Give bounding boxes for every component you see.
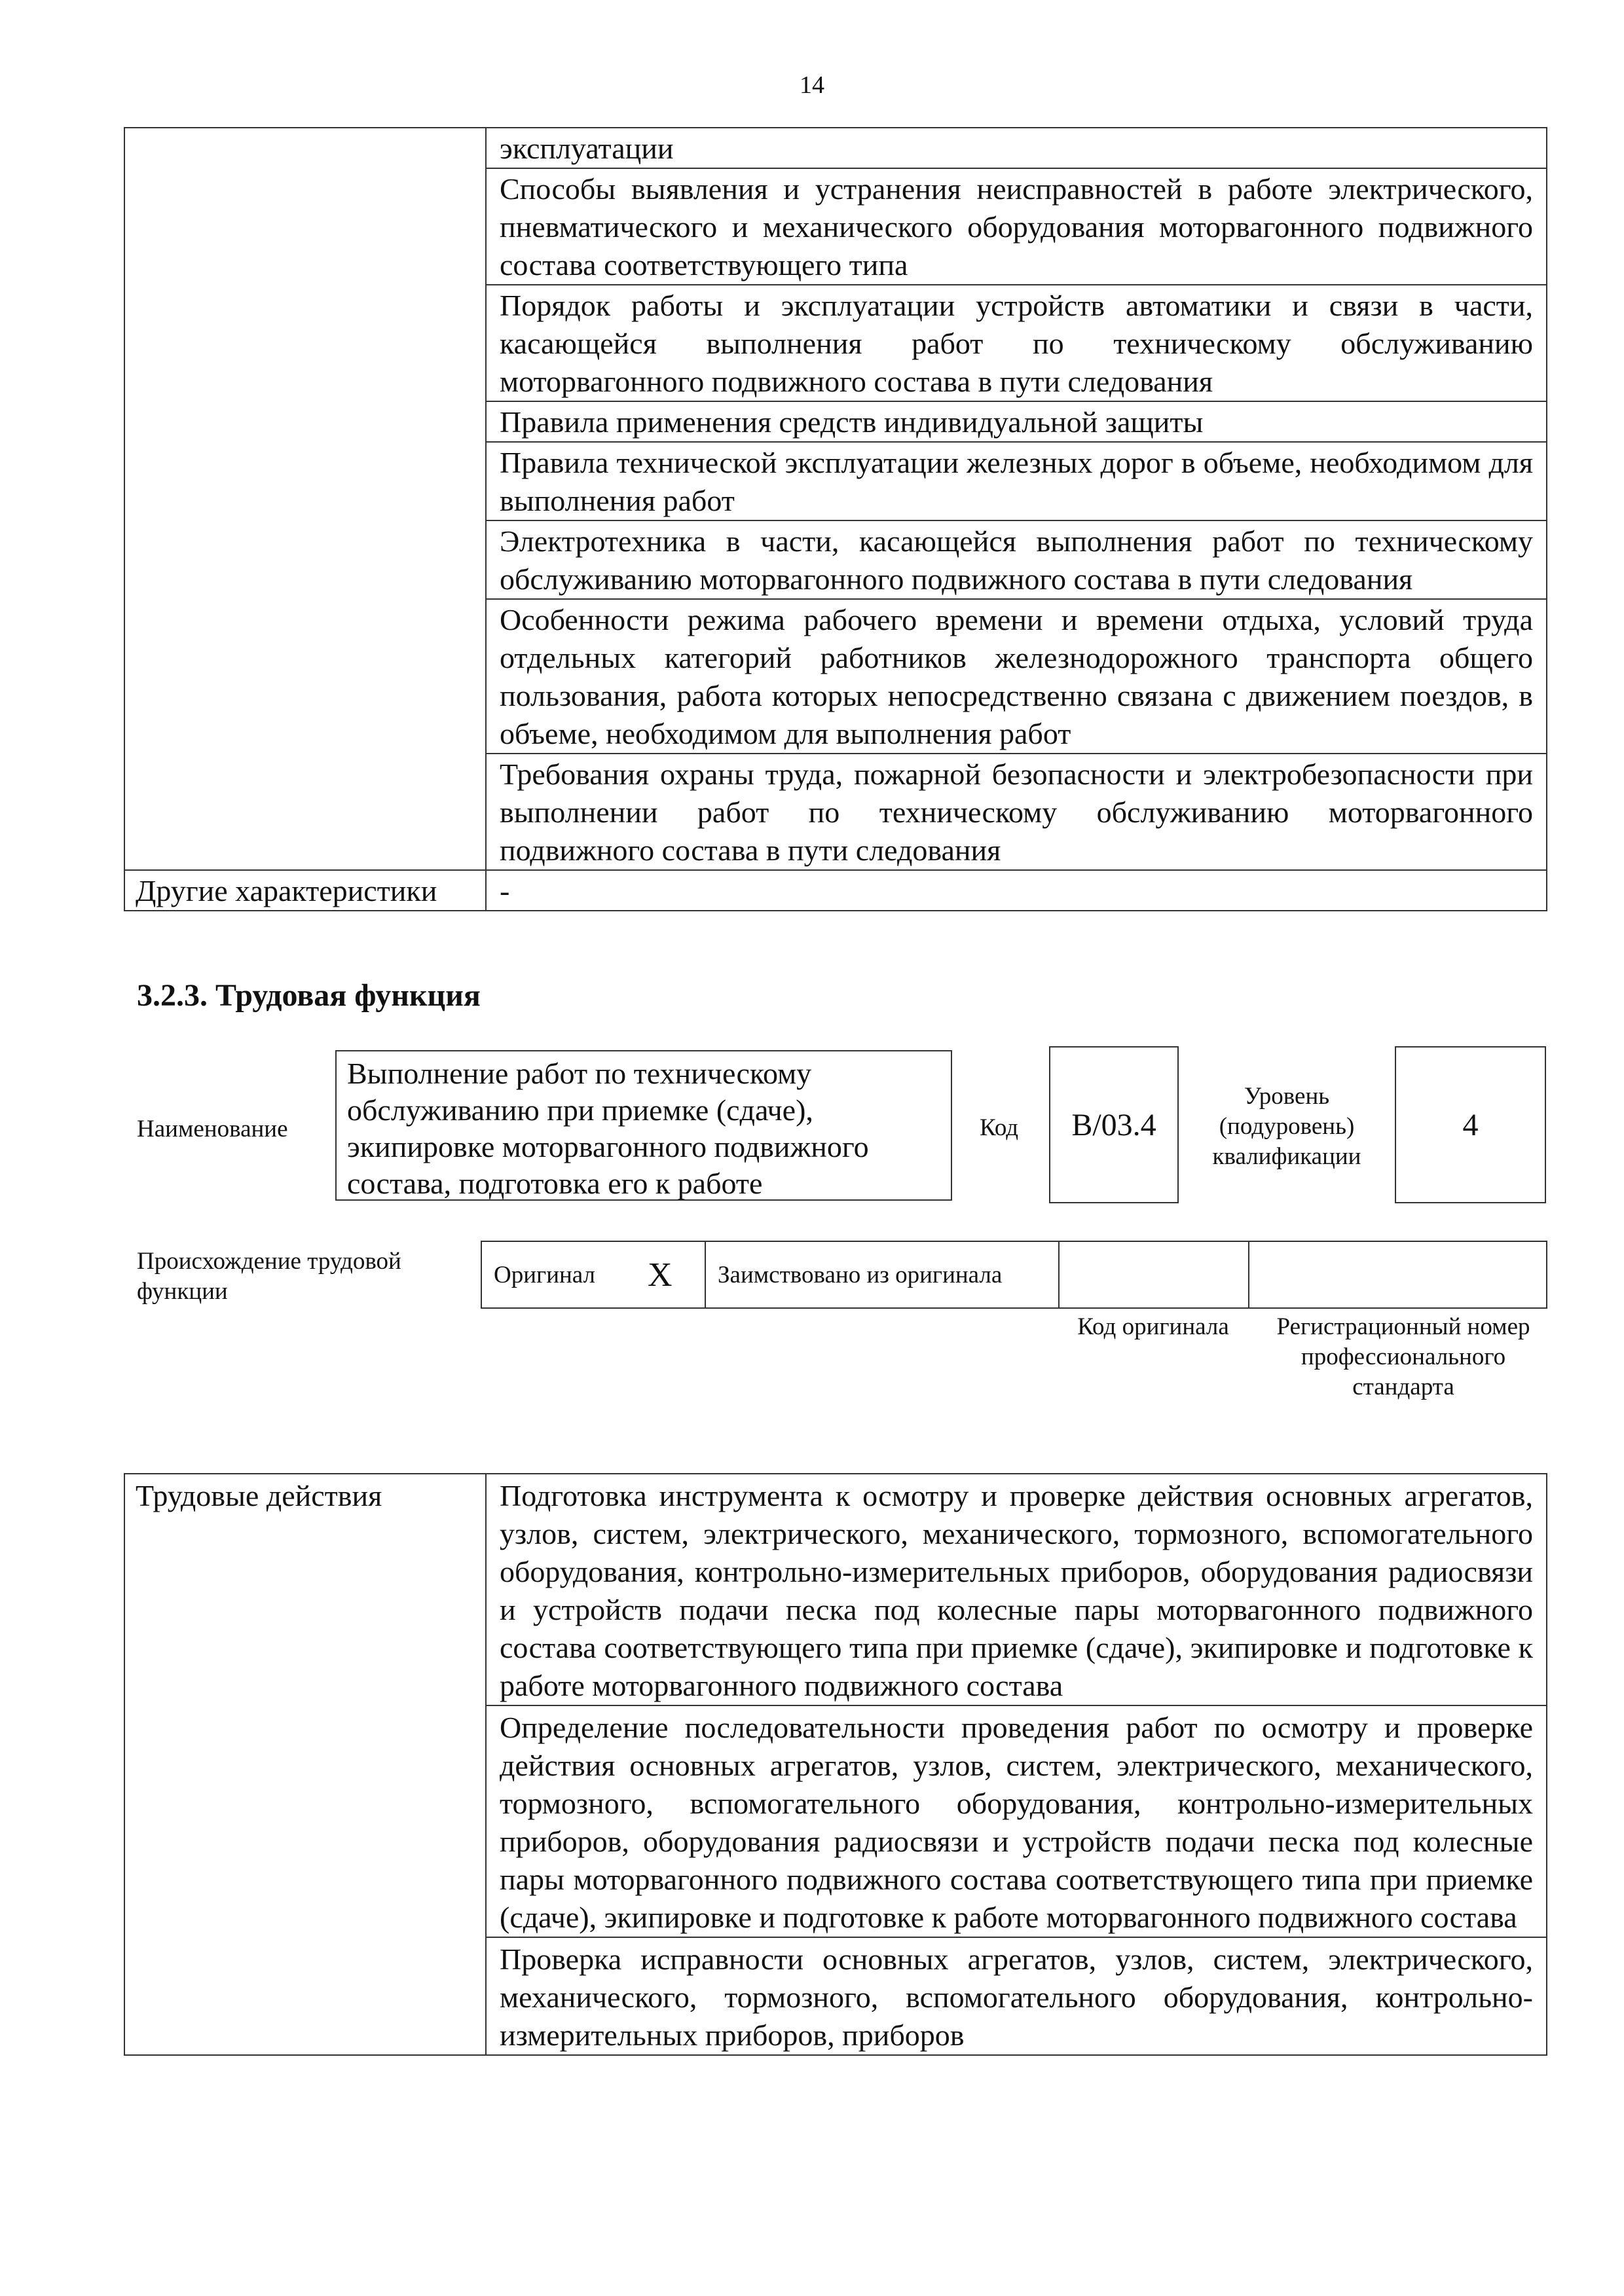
table-row [124, 1474, 1547, 1705]
code-label: Код [980, 1114, 1019, 1141]
table-row [481, 1241, 1547, 1308]
table-row [124, 128, 1547, 168]
borrowed-label: Заимствовано из оригинала [705, 1241, 1059, 1308]
section-title: 3.2.3. Трудовая функция [137, 978, 481, 1013]
origin-table [481, 1241, 1547, 1309]
table-cell: Подготовка инструмента к осмотру и проверке действия основных агрегатов, узлов, систем, электрического, механического, тормозного, вспомогательного оборудования, контрольно-измерительных приборов, оборудования радиосвязи и устройств подачи песка под колесные пары моторвагонного подвижного состава соответствующего типа при приемке (сдаче), экипировке и подготовке к работе моторвагонного подвижного состава [486, 1474, 1547, 1705]
table-row [124, 870, 1547, 911]
table-cell: Правила технической эксплуатации железных дорог в объеме, необходимом для выполнения работ [486, 442, 1547, 520]
table-cell: Порядок работы и эксплуатации устройств автоматики и связи в части, касающейся выполнения работ по техническому обслуживанию моторвагонного подвижного состава в пути следования [486, 285, 1547, 401]
registration-caption: Регистрационный номер профессионального стандарта [1276, 1313, 1530, 1400]
table-cell: Правила применения средств индивидуальной защиты [486, 401, 1547, 442]
labor-actions-label: Трудовые действия [124, 1474, 486, 2055]
other-characteristics-label: Другие характеристики [124, 870, 486, 911]
level-label: Уровень (подуровень) квалификации [1212, 1083, 1361, 1170]
origin-label: Происхождение трудовой функции [137, 1248, 401, 1305]
original-code-cell [1059, 1241, 1249, 1308]
qualification-level-box: 4 [1395, 1046, 1546, 1203]
table-cell: Требования охраны труда, пожарной безопасности и электробезопасности при выполнении работ по техническому обслуживанию моторвагонного подвижного состава в пути следования [486, 754, 1547, 870]
empty-label-cell [124, 128, 486, 870]
function-code-box: B/03.4 [1049, 1046, 1179, 1203]
original-label: Оригинал [481, 1241, 636, 1308]
table-cell: Электротехника в части, касающейся выполнения работ по техническому обслуживанию моторвагонного подвижного состава в пути следования [486, 520, 1547, 599]
table-cell: Проверка исправности основных агрегатов, узлов, систем, электрического, механического, тормозного, вспомогательного оборудования, контрольно-измерительных приборов, приборов [486, 1937, 1547, 2055]
table-cell: Особенности режима рабочего времени и времени отдыха, условий труда отдельных категорий работников железнодорожного транспорта общего пользования, работа которых непосредственно связана с движением поездов, в объеме, необходимом для выполнения работ [486, 599, 1547, 754]
labor-actions-table [124, 1473, 1547, 2056]
registration-number-cell [1249, 1241, 1547, 1308]
table-cell: Способы выявления и устранения неисправностей в работе электрического, пневматического и механического оборудования моторвагонного подвижного состава соответствующего типа [486, 168, 1547, 285]
function-name-box: Выполнение работ по техническому обслуживанию при приемке (сдаче), экипировке моторвагонного подвижного состава, подготовка его к работе [335, 1050, 952, 1201]
original-mark: X [636, 1241, 705, 1308]
page-number: 14 [800, 71, 824, 99]
name-label: Наименование [137, 1116, 288, 1142]
table-cell: эксплуатации [486, 128, 1547, 168]
table-cell: Определение последовательности проведения работ по осмотру и проверке действия основных агрегатов, узлов, систем, электрического, механического, тормозного, вспомогательного оборудования, контрольно-измерительных приборов, оборудования радиосвязи и устройств подачи песка под колесные пары моторвагонного подвижного состава соответствующего типа при приемке (сдаче), экипировке и подготовке к работе моторвагонного подвижного состава [486, 1705, 1547, 1937]
other-characteristics-value: - [486, 870, 1547, 911]
code-caption: Код оригинала [1077, 1313, 1229, 1340]
knowledge-table [124, 127, 1547, 911]
